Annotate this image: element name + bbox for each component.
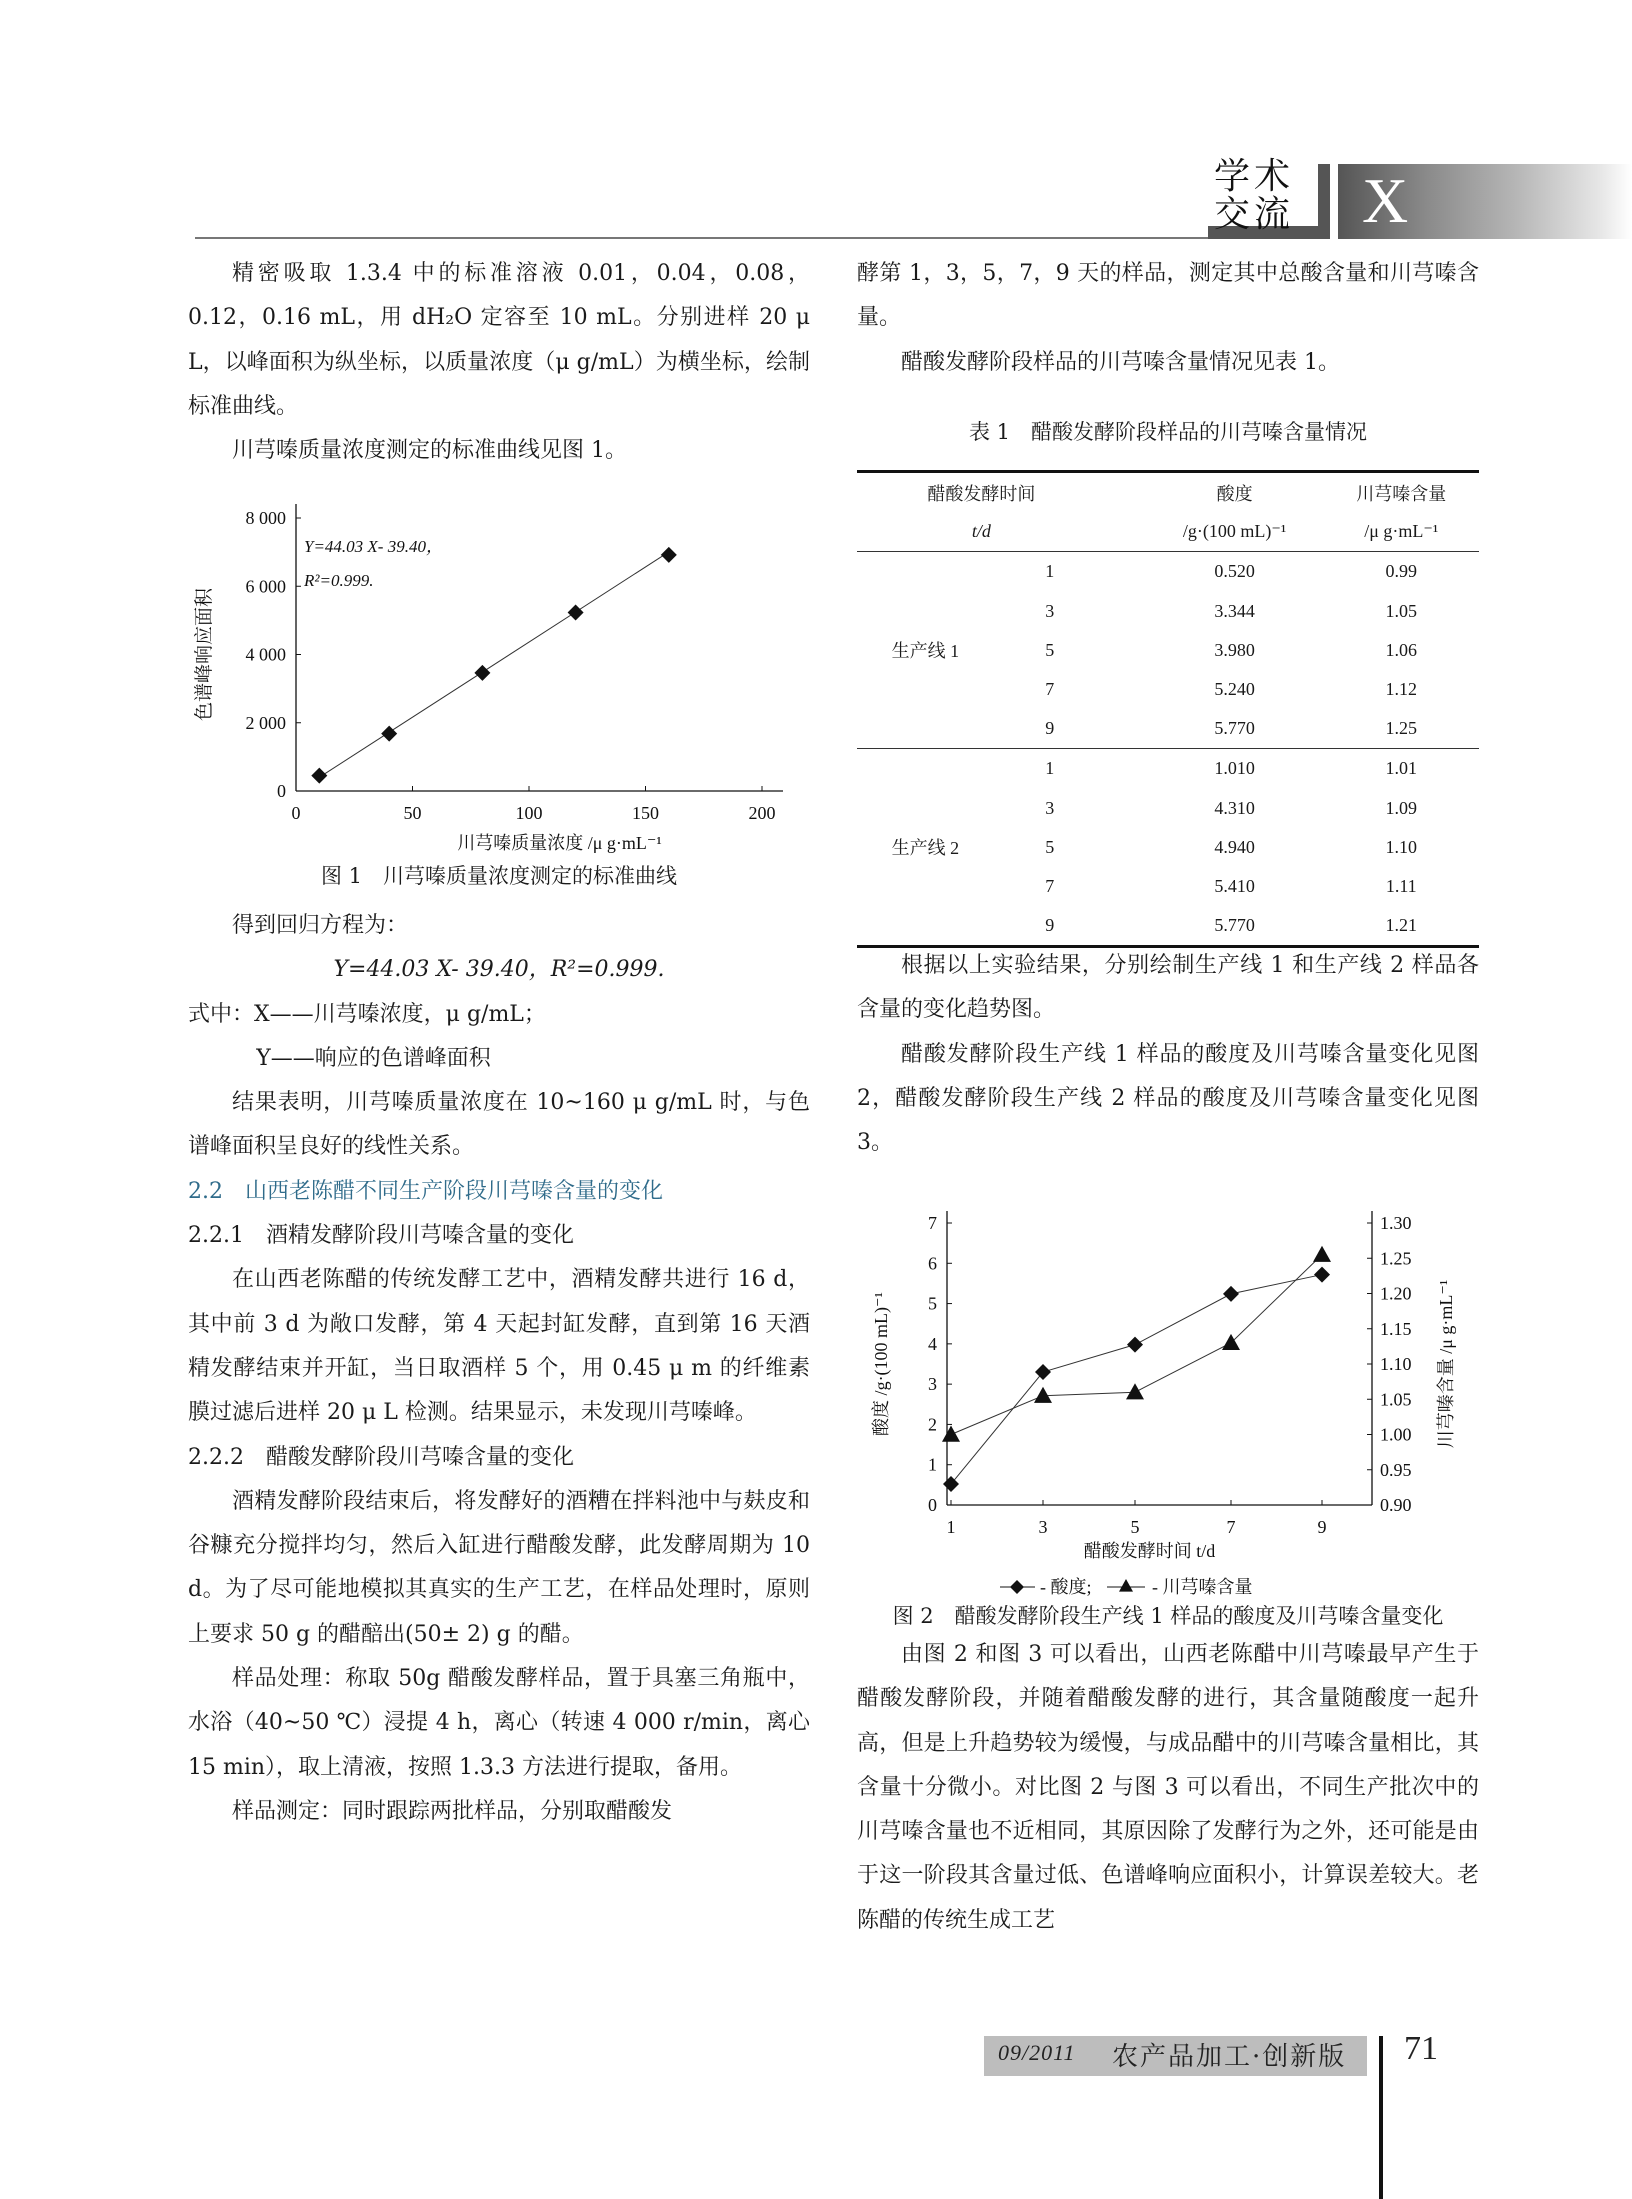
diamond-marker: [1127, 1337, 1143, 1353]
svg-text:1.30: 1.30: [1380, 1213, 1412, 1233]
table-row: [857, 867, 1479, 906]
diamond-marker: [1223, 1286, 1239, 1302]
left-column: [188, 252, 810, 473]
cell-day: 7: [1045, 875, 1055, 896]
svg-text:9: 9: [1317, 1517, 1327, 1537]
header-ttmp-unit: /μ g·mL⁻¹: [1364, 521, 1439, 542]
svg-text:200: 200: [748, 803, 776, 823]
section-heading-2-2-2: 2.2.2 醋酸发酵阶段川芎嗪含量的变化: [188, 1444, 574, 1470]
acidity-line: [951, 1275, 1322, 1484]
cell-acidity: 5.770: [1214, 915, 1255, 936]
section-title-line1: 学术: [1214, 156, 1295, 197]
cell-day: 1: [1045, 758, 1055, 779]
figure-2-chart: [860, 1195, 1480, 1605]
svg-text:6: 6: [928, 1253, 937, 1274]
cell-ttmp: 1.21: [1385, 915, 1417, 936]
section-heading-2-2-1: 2.2.1 酒精发酵阶段川芎嗪含量的变化: [188, 1223, 574, 1249]
footer-issue: 09/2011: [998, 2040, 1076, 2065]
y-axis-label: 色谱峰响应面积: [194, 587, 215, 722]
svg-text:4: 4: [928, 1333, 937, 1354]
where-x: 式中：X——川芎嗪浓度，μ g/mL；: [188, 1001, 546, 1027]
cell-ttmp: 1.05: [1385, 600, 1417, 621]
equation-annotation: Y=44.03 X- 39.40，: [304, 537, 443, 556]
svg-text:1: 1: [928, 1454, 937, 1475]
paragraph: 由图 2 和图 3 可以看出，山西老陈醋中川芎嗪最早产生于醋酸发酵阶段，并随着醋酸发酵的进行，其含量随酸度一起升高，但是上升趋势较为缓慢，与成品醋中的川芎嗪含量相比，其含量十分微小。对比图 2 与图 3 可以看出，不同生产批次中的川芎嗪含量也不近相同，其原因除了发酵行为之外，还可能是由于这一阶段其含量过低、色谱峰响应面积小，计算误差较大。老陈醋的传统生成工艺: [857, 1642, 1479, 1933]
y-right-axis-label: 川芎嗪含量 /μ g·mL⁻¹: [1436, 1279, 1456, 1449]
svg-text:1.05: 1.05: [1380, 1389, 1412, 1410]
right-column: [857, 252, 1479, 385]
svg-text:5: 5: [1130, 1517, 1140, 1537]
cell-acidity: 4.940: [1214, 836, 1255, 857]
x-axis-label: 川芎嗪质量浓度 /μ g·mL⁻¹: [457, 833, 662, 853]
svg-text:5: 5: [928, 1293, 937, 1314]
cell-day: 7: [1045, 679, 1055, 700]
paragraph: 得到回归方程为：: [232, 913, 409, 938]
triangle-marker: [942, 1426, 960, 1442]
svg-text:2 000: 2 000: [245, 712, 286, 733]
diamond-marker: [1314, 1267, 1330, 1283]
group-label: [857, 709, 994, 749]
section-title: [1214, 158, 1314, 234]
svg-text:4 000: 4 000: [245, 644, 286, 665]
diamond-marker: [1010, 1580, 1024, 1594]
triangle-marker: [1313, 1246, 1331, 1262]
paragraph: 结果表明，川芎嗪质量浓度在 10~160 μ g/mL 时，与色谱峰面积呈良好的线性关系。: [188, 1090, 810, 1160]
svg-text:1: 1: [946, 1517, 956, 1537]
group-label: 生产线 2: [891, 838, 960, 859]
cell-acidity: 5.240: [1214, 679, 1255, 700]
right-column-mid: [857, 944, 1479, 1165]
group-label: [857, 670, 994, 709]
footer-magazine: 农产品加工·创新版: [1112, 2042, 1347, 2072]
paragraph: 醋酸发酵阶段生产线 1 样品的酸度及川芎嗪含量变化见图 2，醋酸发酵阶段生产线 2 样品的酸度及川芎嗪含量变化见图 3。: [857, 1041, 1479, 1156]
cell-acidity: 4.310: [1214, 797, 1255, 818]
paragraph: 在山西老陈醋的传统发酵工艺中，酒精发酵共进行 16 d，其中前 3 d 为敞口发酵，第 4 天起封缸发酵，直到第 16 天酒精发酵结束并开缸，当日取酒样 5 个，用 0.45 μ m 的纤维素膜过滤后进样 20 μ L 检测。结果显示，未发现川芎嗪峰。: [188, 1267, 810, 1426]
cell-day: 5: [1045, 836, 1055, 857]
figure-1-chart: [180, 490, 820, 900]
diamond-marker: [311, 768, 327, 784]
cell-day: 1: [1045, 561, 1055, 582]
table-body: [857, 552, 1479, 947]
svg-text:1.10: 1.10: [1380, 1354, 1412, 1374]
header-acidity: 酸度: [1216, 483, 1253, 504]
fig1-plot: [193, 504, 783, 853]
right-column-lower: [857, 1633, 1479, 1943]
cell-ttmp: 1.25: [1385, 718, 1417, 739]
svg-text:0.95: 0.95: [1380, 1459, 1412, 1480]
group-label: [857, 749, 994, 789]
table-1: [857, 470, 1479, 948]
table-row: [857, 709, 1479, 749]
paragraph: 根据以上实验结果，分别绘制生产线 1 和生产线 2 样品各含量的变化趋势图。: [857, 953, 1479, 1023]
section-title-line2: 交流: [1214, 194, 1295, 235]
svg-text:0: 0: [277, 781, 286, 801]
left-column-lower: [188, 904, 810, 1834]
table-header-row: [857, 472, 1479, 513]
svg-text:6 000: 6 000: [245, 576, 286, 597]
r2-annotation: R²=0.999.: [304, 571, 374, 590]
triangle-marker: [1126, 1383, 1144, 1399]
cell-ttmp: 1.10: [1385, 836, 1417, 857]
svg-text:0.90: 0.90: [1380, 1495, 1412, 1515]
cell-acidity: 3.980: [1214, 639, 1255, 660]
diamond-marker: [474, 665, 490, 681]
svg-text:7: 7: [1226, 1517, 1236, 1537]
figure-1-caption: 图 1 川芎嗪质量浓度测定的标准曲线: [320, 864, 678, 888]
cell-acidity: 5.770: [1214, 718, 1255, 739]
cell-ttmp: 1.01: [1385, 758, 1417, 779]
svg-text:8 000: 8 000: [245, 508, 286, 528]
table-row: [857, 670, 1479, 709]
svg-text:100: 100: [515, 803, 543, 823]
group-label: [857, 552, 994, 592]
header-time: 醋酸发酵时间: [927, 483, 1036, 504]
group-label: [857, 906, 994, 947]
regression-equation: Y=44.03 X- 39.40，R²=0.999.: [333, 957, 665, 983]
table-1-caption: 表 1 醋酸发酵阶段样品的川芎嗪含量情况: [968, 420, 1368, 444]
footer-rule: [1379, 2036, 1383, 2199]
triangle-marker: [1034, 1387, 1052, 1403]
cell-acidity: 3.344: [1214, 600, 1255, 621]
x-axis-label: 醋酸发酵时间 t/d: [1083, 1541, 1216, 1561]
svg-text:7: 7: [928, 1213, 937, 1233]
paragraph: 样品测定：同时跟踪两批样品，分别取醋酸发: [232, 1798, 673, 1824]
section-heading-2-2: 2.2 山西老陈醋不同生产阶段川芎嗪含量的变化: [188, 1178, 663, 1204]
svg-text:1.15: 1.15: [1380, 1318, 1412, 1339]
cell-day: 3: [1045, 600, 1055, 621]
cell-day: 9: [1045, 718, 1055, 739]
cell-acidity: 1.010: [1214, 758, 1255, 779]
diamond-marker: [1035, 1364, 1051, 1380]
cell-ttmp: 1.06: [1385, 639, 1417, 660]
cell-acidity: 5.410: [1214, 875, 1255, 896]
group-label: [857, 867, 994, 906]
table-header-row-units: [857, 512, 1479, 552]
cell-day: 3: [1045, 797, 1055, 818]
diamond-marker: [943, 1476, 959, 1492]
legend-ttmp: - 川芎嗪含量: [1152, 1577, 1253, 1597]
paragraph: 醋酸发酵阶段样品的川芎嗪含量情况见表 1。: [901, 349, 1340, 375]
table-row: [857, 749, 1479, 789]
paragraph: 川芎嗪质量浓度测定的标准曲线见图 1。: [232, 438, 627, 464]
table-row: [857, 592, 1479, 631]
table-row: [857, 552, 1479, 592]
paragraph: 精密吸取 1.3.4 中的标准溶液 0.01，0.04，0.08，0.12，0.16 mL，用 dH₂O 定容至 10 mL。分别进样 20 μ L，以峰面积为纵坐标，以质量浓度（μ g/mL）为横坐标，绘制标准曲线。: [188, 261, 810, 419]
table-row: [857, 789, 1479, 828]
svg-text:50: 50: [403, 803, 422, 823]
paragraph: 酒精发酵阶段结束后，将发酵好的酒糟在拌料池中与麸皮和谷糠充分搅拌均匀，然后入缸进行醋酸发酵，此发酵周期为 10 d。为了尽可能地模拟其真实的生产工艺，在样品处理时，原则上要求 50 g 的醋醅出(50± 2) g 的醋。: [188, 1488, 810, 1647]
cell-ttmp: 1.11: [1385, 875, 1417, 896]
legend-acidity: - 酸度;: [1040, 1577, 1092, 1597]
paragraph: 酵第 1，3，5，7，9 天的样品，测定其中总酸含量和川芎嗪含量。: [857, 261, 1479, 331]
svg-text:1.25: 1.25: [1380, 1248, 1412, 1269]
diamond-marker: [661, 547, 677, 563]
header-dark-side: [1318, 164, 1330, 239]
group-label: 生产线 1: [891, 641, 960, 662]
svg-text:0: 0: [291, 803, 301, 823]
cell-day: 5: [1045, 639, 1055, 660]
cell-ttmp: 1.09: [1385, 797, 1417, 818]
svg-text:2: 2: [928, 1414, 937, 1435]
svg-text:0: 0: [928, 1495, 937, 1515]
where-y: Y——响应的色谱峰面积: [256, 1045, 491, 1071]
header-ttmp: 川芎嗪含量: [1356, 483, 1447, 504]
svg-text:150: 150: [632, 803, 659, 823]
cell-ttmp: 1.12: [1385, 679, 1417, 700]
table-row: [857, 906, 1479, 947]
svg-text:3: 3: [928, 1374, 937, 1395]
svg-text:3: 3: [1038, 1517, 1048, 1537]
section-letter: X: [1362, 165, 1409, 236]
group-label: [857, 592, 994, 631]
table-row: [857, 828, 1479, 867]
table-row: [857, 631, 1479, 670]
header-acidity-unit: /g·(100 mL)⁻¹: [1182, 521, 1287, 542]
cell-ttmp: 0.99: [1385, 561, 1417, 582]
group-label: [857, 789, 994, 828]
svg-text:1.00: 1.00: [1380, 1424, 1412, 1445]
paragraph: 样品处理：称取 50g 醋酸发酵样品，置于具塞三角瓶中，水浴（40~50 ℃）浸提 4 h，离心（转速 4 000 r/min，离心 15 min），取上清液，按照 1.3.3 方法进行提取，备用。: [188, 1666, 810, 1780]
svg-text:1.20: 1.20: [1380, 1283, 1412, 1304]
figure-2-caption: 图 2 醋酸发酵阶段生产线 1 样品的酸度及川芎嗪含量变化: [892, 1604, 1444, 1628]
header-rule: [195, 237, 1210, 239]
diamond-marker: [568, 605, 584, 621]
fig2-plot: [871, 1211, 1456, 1597]
y-left-axis-label: 酸度 /g·(100 mL)⁻¹: [871, 1292, 891, 1436]
header-time-unit: t/d: [971, 521, 991, 542]
triangle-marker: [1119, 1579, 1133, 1592]
cell-day: 9: [1045, 915, 1055, 936]
cell-acidity: 0.520: [1214, 561, 1255, 582]
page-number: 71: [1404, 2030, 1438, 2067]
